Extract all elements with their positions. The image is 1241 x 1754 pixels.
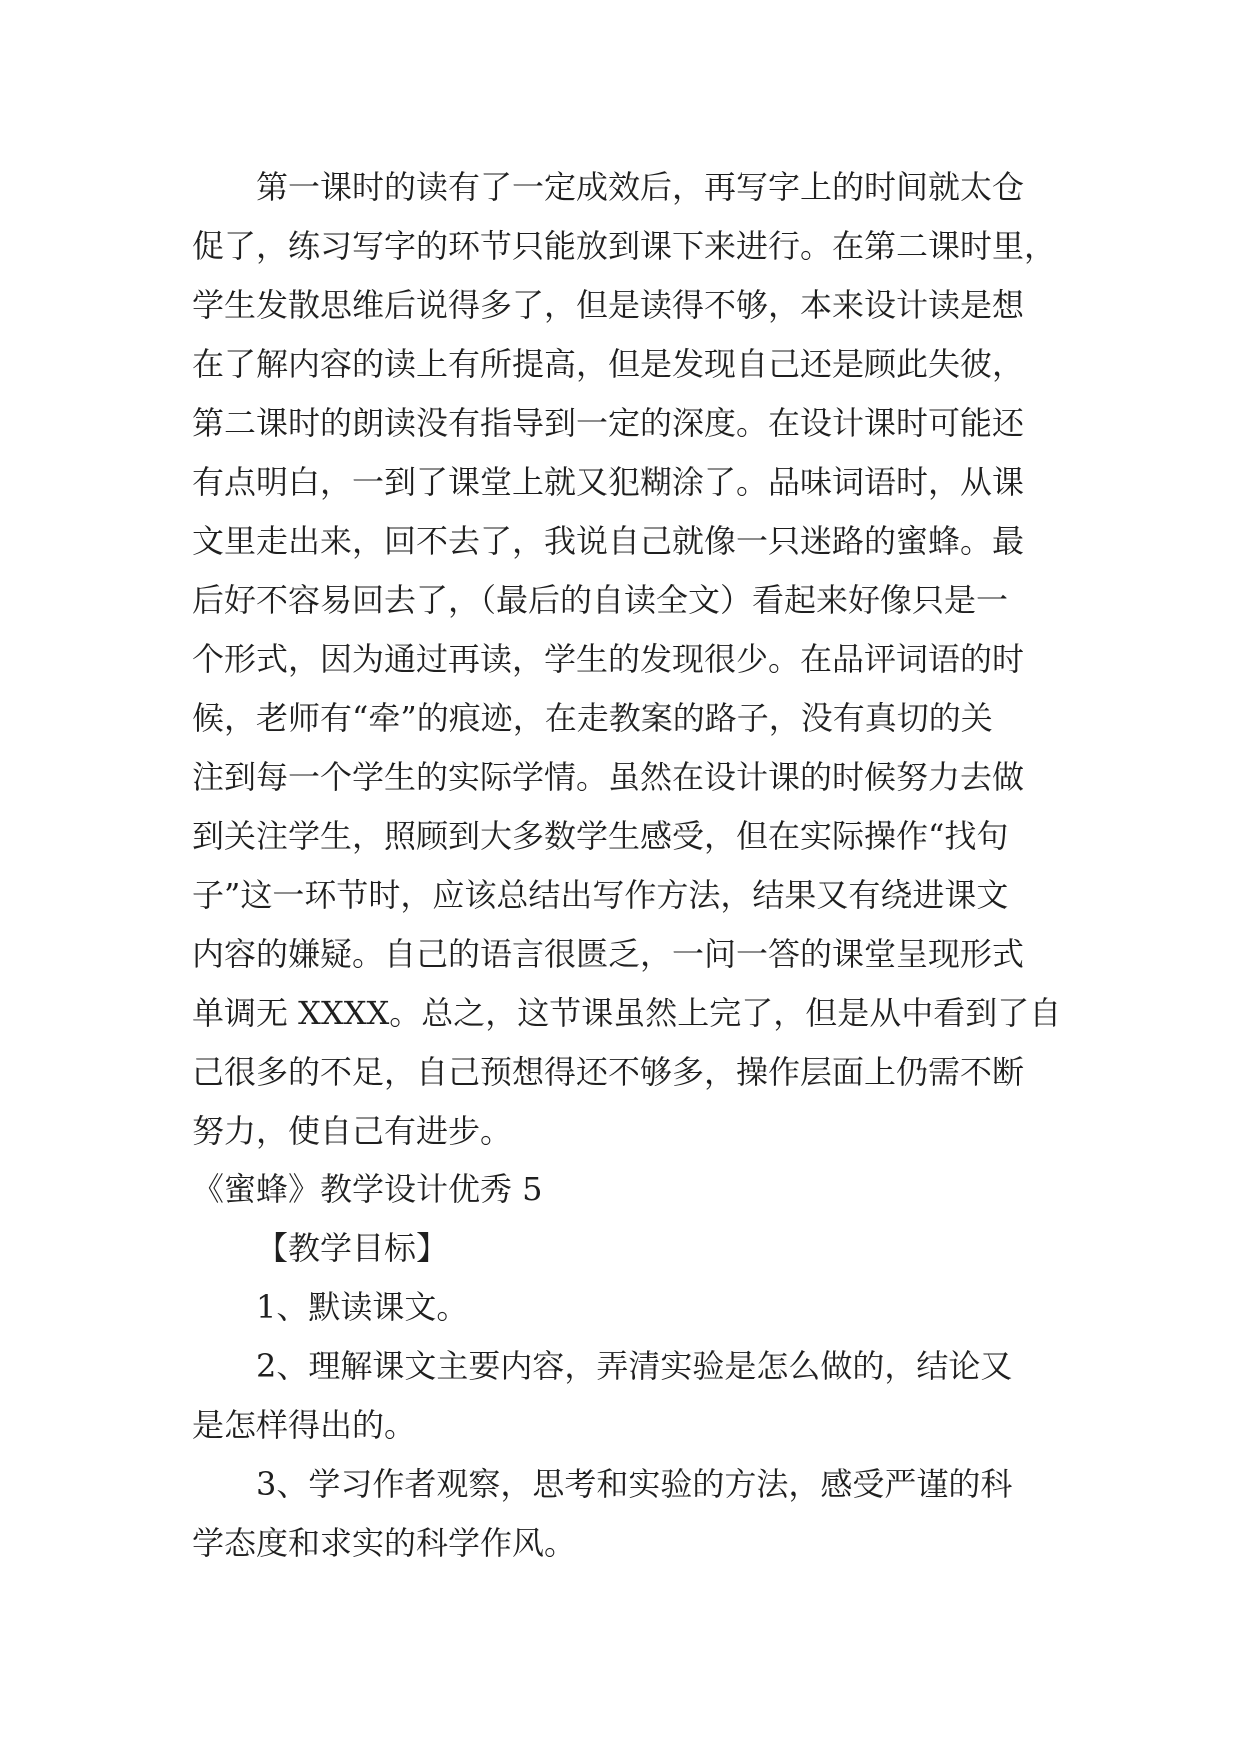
paragraph-line: 在了解内容的读上有所提高，但是发现自己还是顾此失彼， (192, 345, 1025, 383)
paragraph-line: 候，老师有“牵”的痕迹，在走教案的路子，没有真切的关 (192, 699, 993, 737)
objective-line: 是怎样得出的。 (192, 1406, 417, 1444)
objective-line: 1、默读课文。 (256, 1288, 469, 1326)
objective-item-1 (192, 1278, 1052, 1337)
objectives-heading (192, 1219, 1052, 1278)
paragraph-line: 文里走出来，回不去了，我说自己就像一只迷路的蜜蜂。最 (192, 522, 1025, 560)
paragraph-line: 第一课时的读有了一定成效后，再写字上的时间就太仓 (256, 168, 1025, 206)
paragraph-line: 后好不容易回去了，（最后的自读全文）看起来好像只是一 (192, 581, 1009, 619)
paragraph-line: 己很多的不足，自己预想得还不够多，操作层面上仍需不断 (192, 1053, 1025, 1091)
objective-line: 2、理解课文主要内容，弄清实验是怎么做的，结论又 (256, 1347, 1013, 1385)
objective-line: 3、学习作者观察，思考和实验的方法，感受严谨的科 (256, 1465, 1013, 1503)
objective-line: 学态度和求实的科学作风。 (192, 1524, 577, 1562)
objectives-heading-text: 【教学目标】 (256, 1229, 449, 1267)
paragraph-line: 个形式，因为通过再读，学生的发现很少。在品评词语的时 (192, 640, 1025, 678)
objective-item-3 (192, 1455, 1052, 1573)
paragraph-line: 到关注学生，照顾到大多数学生感受，但在实际操作“找句 (192, 817, 1009, 855)
paragraph-line: 单调无 XXXX。总之，这节课虽然上完了，但是从中看到了自 (192, 994, 1062, 1032)
paragraph-line: 注到每一个学生的实际学情。虽然在设计课的时候努力去做 (192, 758, 1025, 796)
paragraph-line: 促了，练习写字的环节只能放到课下来进行。在第二课时里， (192, 227, 1057, 265)
paragraph-line: 子”这一环节时，应该总结出写作方法，结果又有绕进课文 (192, 876, 1009, 914)
paragraph-line: 内容的嫌疑。自己的语言很匮乏，一问一答的课堂呈现形式 (192, 935, 1025, 973)
objective-item-2 (192, 1337, 1052, 1455)
paragraph-line: 学生发散思维后说得多了，但是读得不够，本来设计读是想 (192, 286, 1025, 324)
paragraph-line: 第二课时的朗读没有指导到一定的深度。在设计课时可能还 (192, 404, 1025, 442)
reflection-paragraph (192, 158, 1062, 1161)
section-title: 《蜜蜂》教学设计优秀 5 (192, 1170, 543, 1208)
paragraph-line: 有点明白，一到了课堂上就又犯糊涂了。品味词语时，从课 (192, 463, 1025, 501)
paragraph-line: 努力，使自己有进步。 (192, 1112, 513, 1150)
